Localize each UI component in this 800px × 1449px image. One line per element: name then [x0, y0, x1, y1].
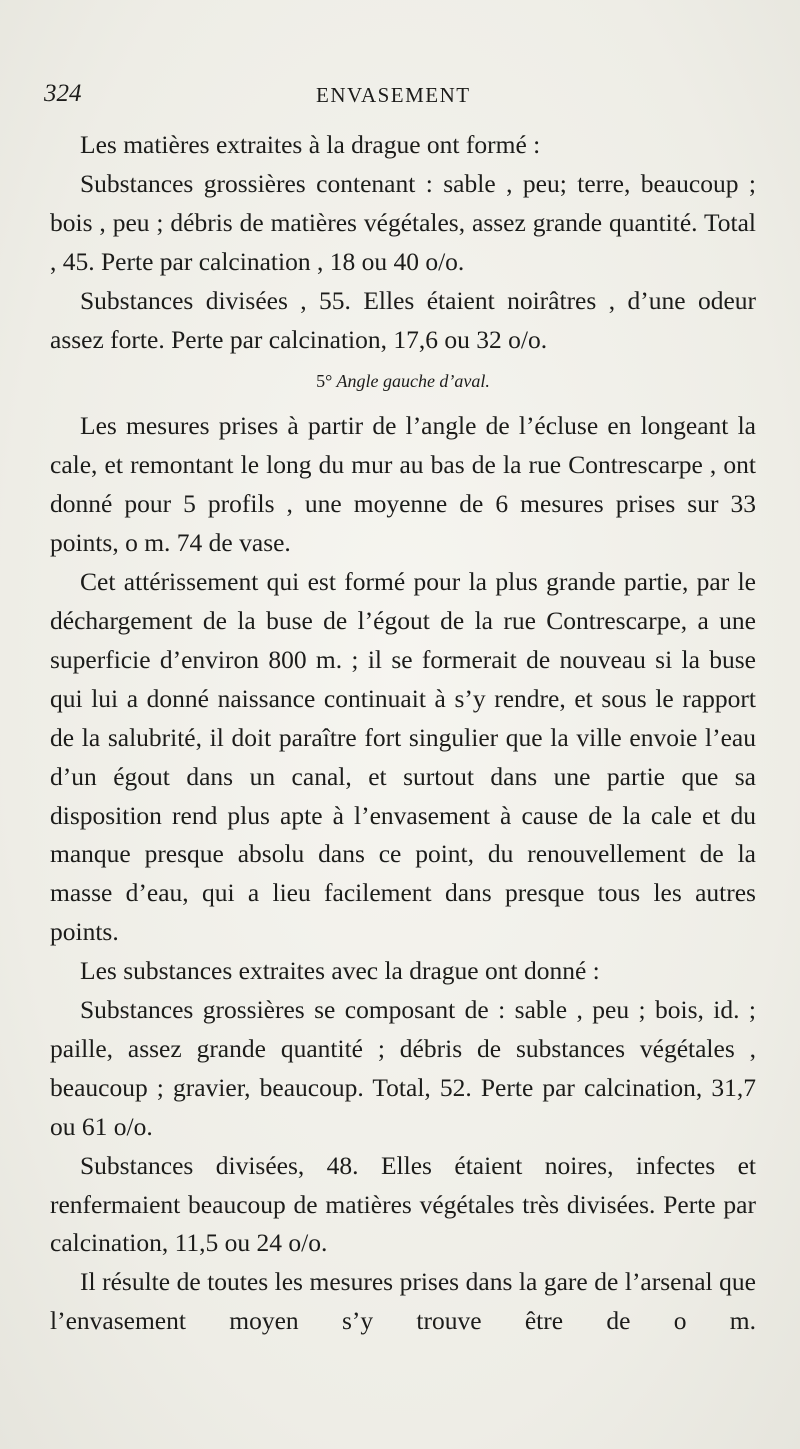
paragraph: Les substances extraites avec la drague ont donné : — [80, 956, 600, 986]
paragraph: Substances grossières se composant de : sable , peu ; bois, id. ; paille, assez grande quantité ; débris de substances végétales , beaucoup ; gravier, beaucoup. Total, 52. Perte par calcination, 31,7 ou 61 o/o. — [50, 995, 756, 1141]
paragraph: Cet attérissement qui est formé pour la plus grande partie, par le déchargement de la buse de l’égout de la rue Contrescarpe, a une superficie d’environ 800 m. ; il se formerait de nouveau si la buse qui lui a donné naissance continuait à s’y rendre, et sous le rapport de la salubrité, il doit paraître fort singulier que la ville envoie l’eau d’un égout dans un canal, et surtout dans une partie que sa disposition rend plus apte à l’envasement à cause de la cale et du manque presque absolu dans ce point, du renouvellement de la masse d’eau, qui a lieu facilement dans presque tous les autres points. — [50, 567, 756, 947]
section-number: 5° — [316, 371, 333, 392]
section-heading — [50, 369, 756, 393]
running-head: ENVASEMENT — [316, 83, 471, 107]
paragraph: Les mesures prises à partir de l’angle de l’écluse en longeant la cale, et remontant le long du mur au bas de la rue Contrescarpe , ont donné pour 5 profils , une moyenne de 6 mesures prises sur 33 points, o m. 74 de vase. — [50, 411, 756, 558]
page-number: 324 — [44, 80, 82, 107]
paragraph: Substances divisées, 48. Elles étaient noires, infectes et renfermaient beaucoup de matières végétales très divisées. Perte par calcination, 11,5 ou 24 o/o. — [50, 1150, 756, 1258]
paragraph: Il résulte de toutes les mesures prises dans la gare de l’arsenal que l’envasement moyen s’y trouve être de o m. — [50, 1267, 756, 1336]
body-text — [50, 126, 756, 1341]
paragraph: Substances divisées , 55. Elles étaient noirâtres , d’une odeur assez forte. Perte par calcination, 17,6 ou 32 o/o. — [50, 285, 756, 354]
paragraph: Substances grossières contenant : sable , peu; terre, beaucoup ; bois , peu ; débris de matières végétales, assez grande quantité. Total , 45. Perte par calcination , 18 ou 40 o/o. — [50, 168, 756, 276]
paragraph: Les matières extraites à la drague ont formé : — [80, 130, 541, 159]
page-header — [44, 74, 754, 114]
section-title: Angle gauche d’aval. — [336, 371, 490, 392]
